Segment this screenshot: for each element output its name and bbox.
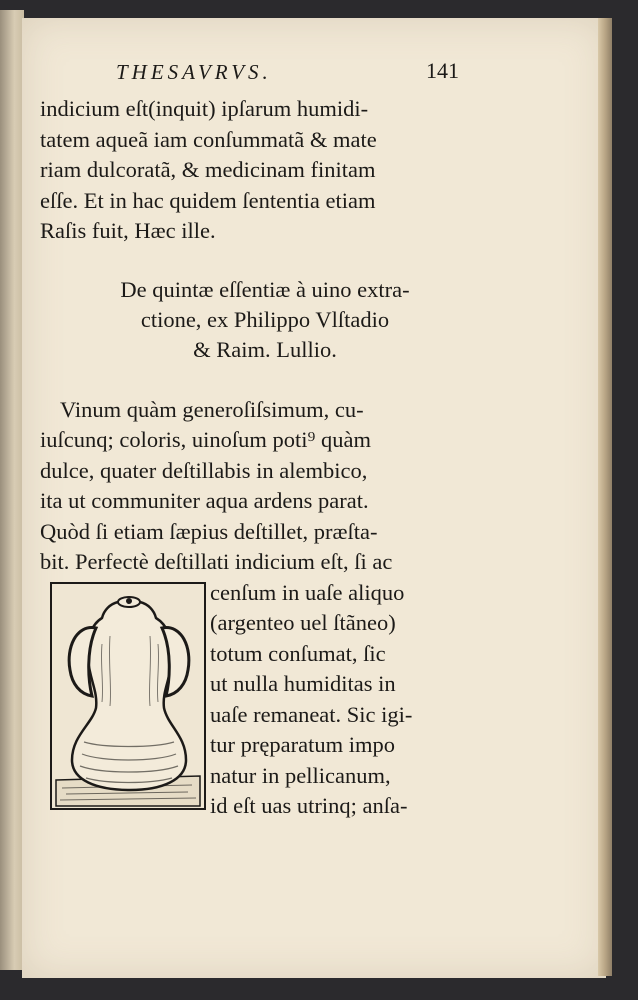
text-line: natur in pellicanum, — [210, 762, 391, 788]
section-heading — [40, 275, 470, 365]
text-line: Vinum quàm generoſiſsimum, cu- — [60, 396, 364, 422]
text-line: iuſcunq; coloris, uinoſum poti⁹ quàm — [40, 427, 371, 452]
text-line: totum conſumat, ſic — [210, 640, 386, 666]
left-page-edge — [0, 10, 24, 970]
heading-line: De quintæ eſſentiæ à uino extra- — [120, 276, 410, 302]
text-line: riam dulcoratã, & medicinam finitam — [40, 157, 376, 182]
heading-line: & Raim. Lullio. — [193, 336, 337, 362]
text-line: tatem aqueã iam conſummatã & mate — [40, 126, 377, 152]
text-line: tur pręparatum impo — [210, 732, 395, 757]
running-head — [40, 56, 470, 92]
paragraph-1 — [40, 94, 470, 247]
text-line: ut nulla humiditas in — [210, 671, 396, 696]
page-number: 141 — [426, 58, 459, 83]
vessel-woodcut-illustration — [50, 582, 206, 810]
text-line: bit. Perfectè deſtillati indicium eſt, ſi ac — [40, 549, 393, 574]
page-content — [40, 56, 470, 822]
running-title: THESAVRVS. — [116, 60, 272, 84]
text-line: cenſum in uaſe aliquo — [210, 579, 405, 605]
text-line: ita ut communiter aqua ardens parat. — [40, 488, 369, 513]
text-line: id eſt uas utrinq; anſa- — [210, 793, 408, 818]
paragraph-2 — [40, 395, 470, 578]
text-line: Raſis fuit, Hæc ille. — [40, 218, 216, 243]
text-line: indicium eſt(inquit) ipſarum humidi- — [40, 96, 369, 121]
text-line: eſſe. Et in hac quidem ſententia etiam — [40, 187, 376, 213]
heading-line: ctione, ex Philippo Vlſtadio — [140, 306, 390, 332]
text-line: uaſe remaneat. Sic igi- — [210, 701, 413, 727]
text-line: dulce, quater deſtillabis in alembico, — [40, 457, 368, 483]
wrapped-text-with-woodcut — [40, 578, 470, 822]
text-line: (argenteo uel ſtãneo) — [210, 610, 396, 635]
right-page-edge — [598, 18, 612, 976]
text-line: Quòd ſi etiam ſæpius deſtillet, præſta- — [40, 518, 378, 544]
